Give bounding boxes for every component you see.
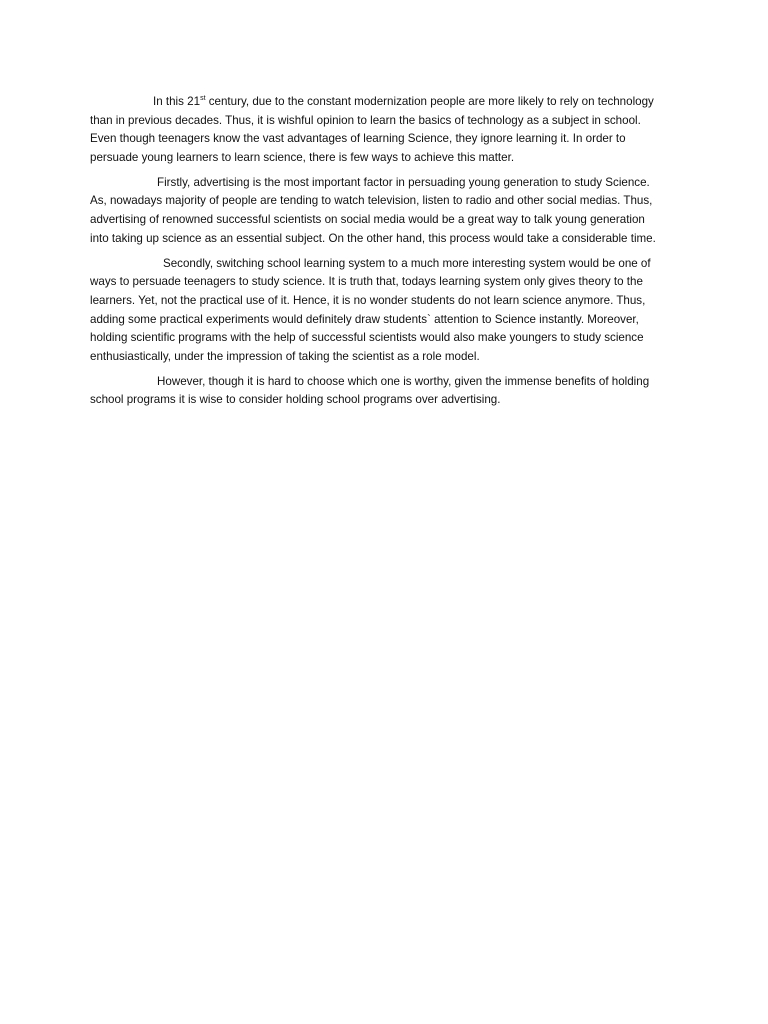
essay-body xyxy=(90,93,666,417)
paragraph-introduction xyxy=(90,93,666,167)
paragraph-1-text-rest: century, due to the constant modernization people are more likely to rely on technology than in previous decades. Thus, it is wishful opinion to learn the basics of technology as a subject in school. Even though teenagers know the vast advantages of learning Science, they ignore learning it. In order to persuade young learners to learn science, there is few ways to achieve this matter. xyxy=(90,95,654,164)
paragraph-school-system: Secondly, switching school learning system to a much more interesting system would be one of ways to persuade teenagers to study science. It is truth that, todays learning system only gives theory to the learners. Yet, not the practical use of it. Hence, it is no wonder students do not learn science anymore. Thus, adding some practical experiments would definitely draw students` attention to Science instantly. Moreover, holding scientific programs with the help of successful scientists would also make youngers to study science enthusiastically, under the impression of taking the scientist as a role model. xyxy=(90,256,651,363)
paragraph-conclusion: However, though it is hard to choose which one is worthy, given the immense benefits of holding school programs it is wise to consider holding school programs over advertising. xyxy=(90,374,650,407)
paragraph-1-text-start: In this 21 xyxy=(153,95,201,108)
paragraph-advertising: Firstly, advertising is the most important factor in persuading young generation to study Science. As, nowadays majority of people are tending to watch television, listen to radio and other social medias. Thus, advertising of renowned successful scientists on social media would be a great way to talk young generation into taking up science as an essential subject. On the other hand, this process would take a considerable time. xyxy=(90,175,656,245)
ordinal-superscript: st xyxy=(200,95,206,102)
